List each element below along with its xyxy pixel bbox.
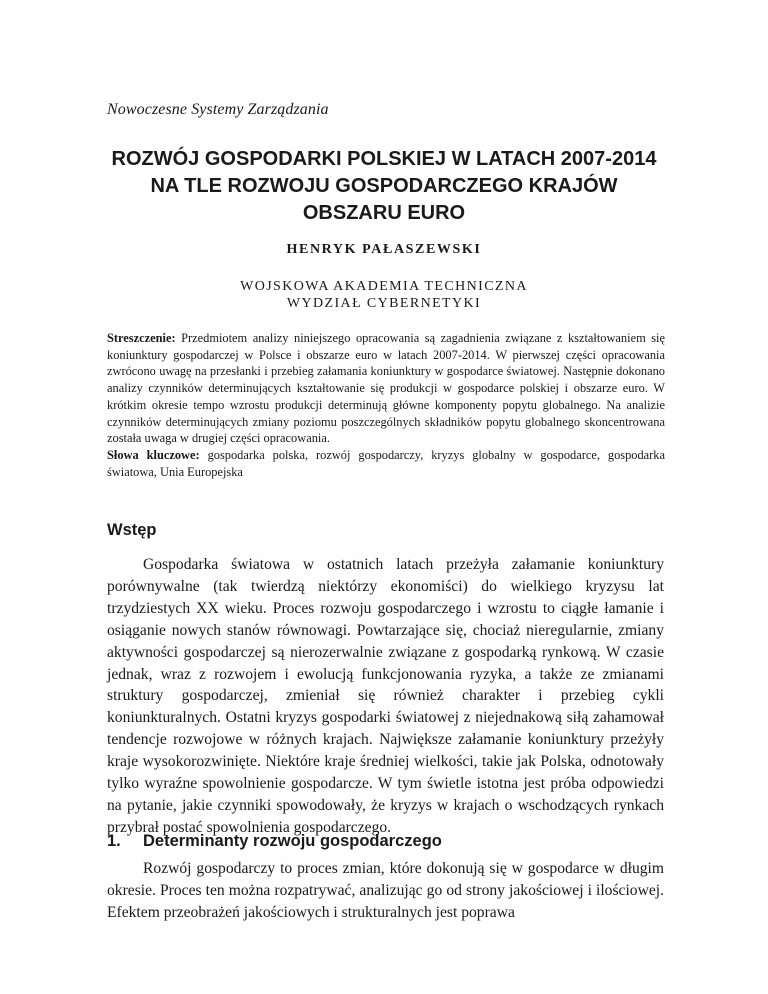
keywords-text: gospodarka polska, rozwój gospodarczy, kryzys globalny w gospodarce, gospodarka światowa, Unia Europejska	[107, 447, 666, 479]
intro-paragraph: Gospodarka światowa w ostatnich latach przeżyła załamanie koniunktury porównywalne (tak twierdzą niektórzy ekonomiści) do wielkiego kryzysu lat trzydziestych XX wieku. Proces rozwoju gospodarczego i wzrostu to ciągłe łamanie i osiąganie nowych stanów równowagi. Powtarzające się, chociaż nieregularnie, zmiany aktywności gospodarczej są nierozerwalnie związane z gospodarką rynkową. W czasie jednak, wraz z rozwojem i ewolucją funkcjonowania ryzyka, a także ze zmianami struktury gospodarczej, zmieniał się również charakter i przebieg cykli koniunkturalnych. Ostatni kryzys gospodarki światowej z niejednakową siłą zahamował tendencje rozwojowe w różnych krajach. Największe załamanie koniunktury przeżyły kraje wysokorozwinięte. Niektóre kraje średniej wielkości, takie jak Polska, odnotowały tylko wyraźne spowolnienie gospodarcze. W tym świetle istotna jest próba odpowiedzi na pytanie, jakie czynniki spowodowały, że kryzys w krajach o wschodzących rynkach przybrał postać spowolnienia gospodarczego.	[107, 556, 664, 836]
affiliation-line-2: WYDZIAŁ CYBERNETYKI	[286, 296, 482, 311]
title-line-2: NA TLE ROZWOJU GOSPODARCZEGO KRAJÓW	[150, 175, 618, 197]
section-heading-intro: Wstęp	[107, 521, 157, 539]
author-name: HENRYK PAŁASZEWSKI	[286, 242, 482, 257]
abstract-block	[107, 330, 665, 480]
affiliation-line-1: WOJSKOWA AKADEMIA TECHNICZNA	[240, 279, 528, 294]
title-line-1: ROZWÓJ GOSPODARKI POLSKIEJ W LATACH 2007-2014	[111, 148, 657, 170]
abstract-label: Streszczenie:	[107, 331, 176, 345]
section-title: Determinanty rozwoju gospodarczego	[143, 832, 442, 850]
abstract-paragraph	[107, 330, 665, 447]
running-head: Nowoczesne Systemy Zarządzania	[107, 101, 329, 118]
keywords-paragraph	[107, 447, 665, 480]
keywords-label: Słowa kluczowe:	[107, 447, 200, 462]
section-number: 1.	[107, 832, 121, 850]
section-1-paragraph: Rozwój gospodarczy to proces zmian, które dokonują się w gospodarce w długim okresie. Proces ten można rozpatrywać, analizując go od strony jakościowej i ilościowej. Efektem przeobrażeń jakościowych i strukturalnych jest poprawa	[107, 860, 664, 921]
abstract-text: Przedmiotem analizy niniejszego opracowania są zagadnienia związane z kształtowaniem się koniunktury gospodarczej w Polsce i obszarze euro w latach 2007-2014. W pierwszej części opracowania zwrócono uwagę na przesłanki i przebieg załamania koniunktury w gospodarce światowej. Następnie dokonano analizy czynników determinujących kształtowanie się produkcji w gospodarce polskiej i obszarze euro. W krótkim okresie tempo wzrostu produkcji determinują główne komponenty popytu globalnego. Na analizie czynników determinujących zmiany poziomu poszczególnych składników popytu globalnego skoncentrowana została uwaga w drugiej części opracowania.	[107, 331, 665, 446]
section-heading-1	[107, 832, 442, 851]
paper-title	[100, 146, 668, 227]
title-line-3: OBSZARU EURO	[302, 202, 466, 224]
affiliation	[100, 278, 668, 312]
